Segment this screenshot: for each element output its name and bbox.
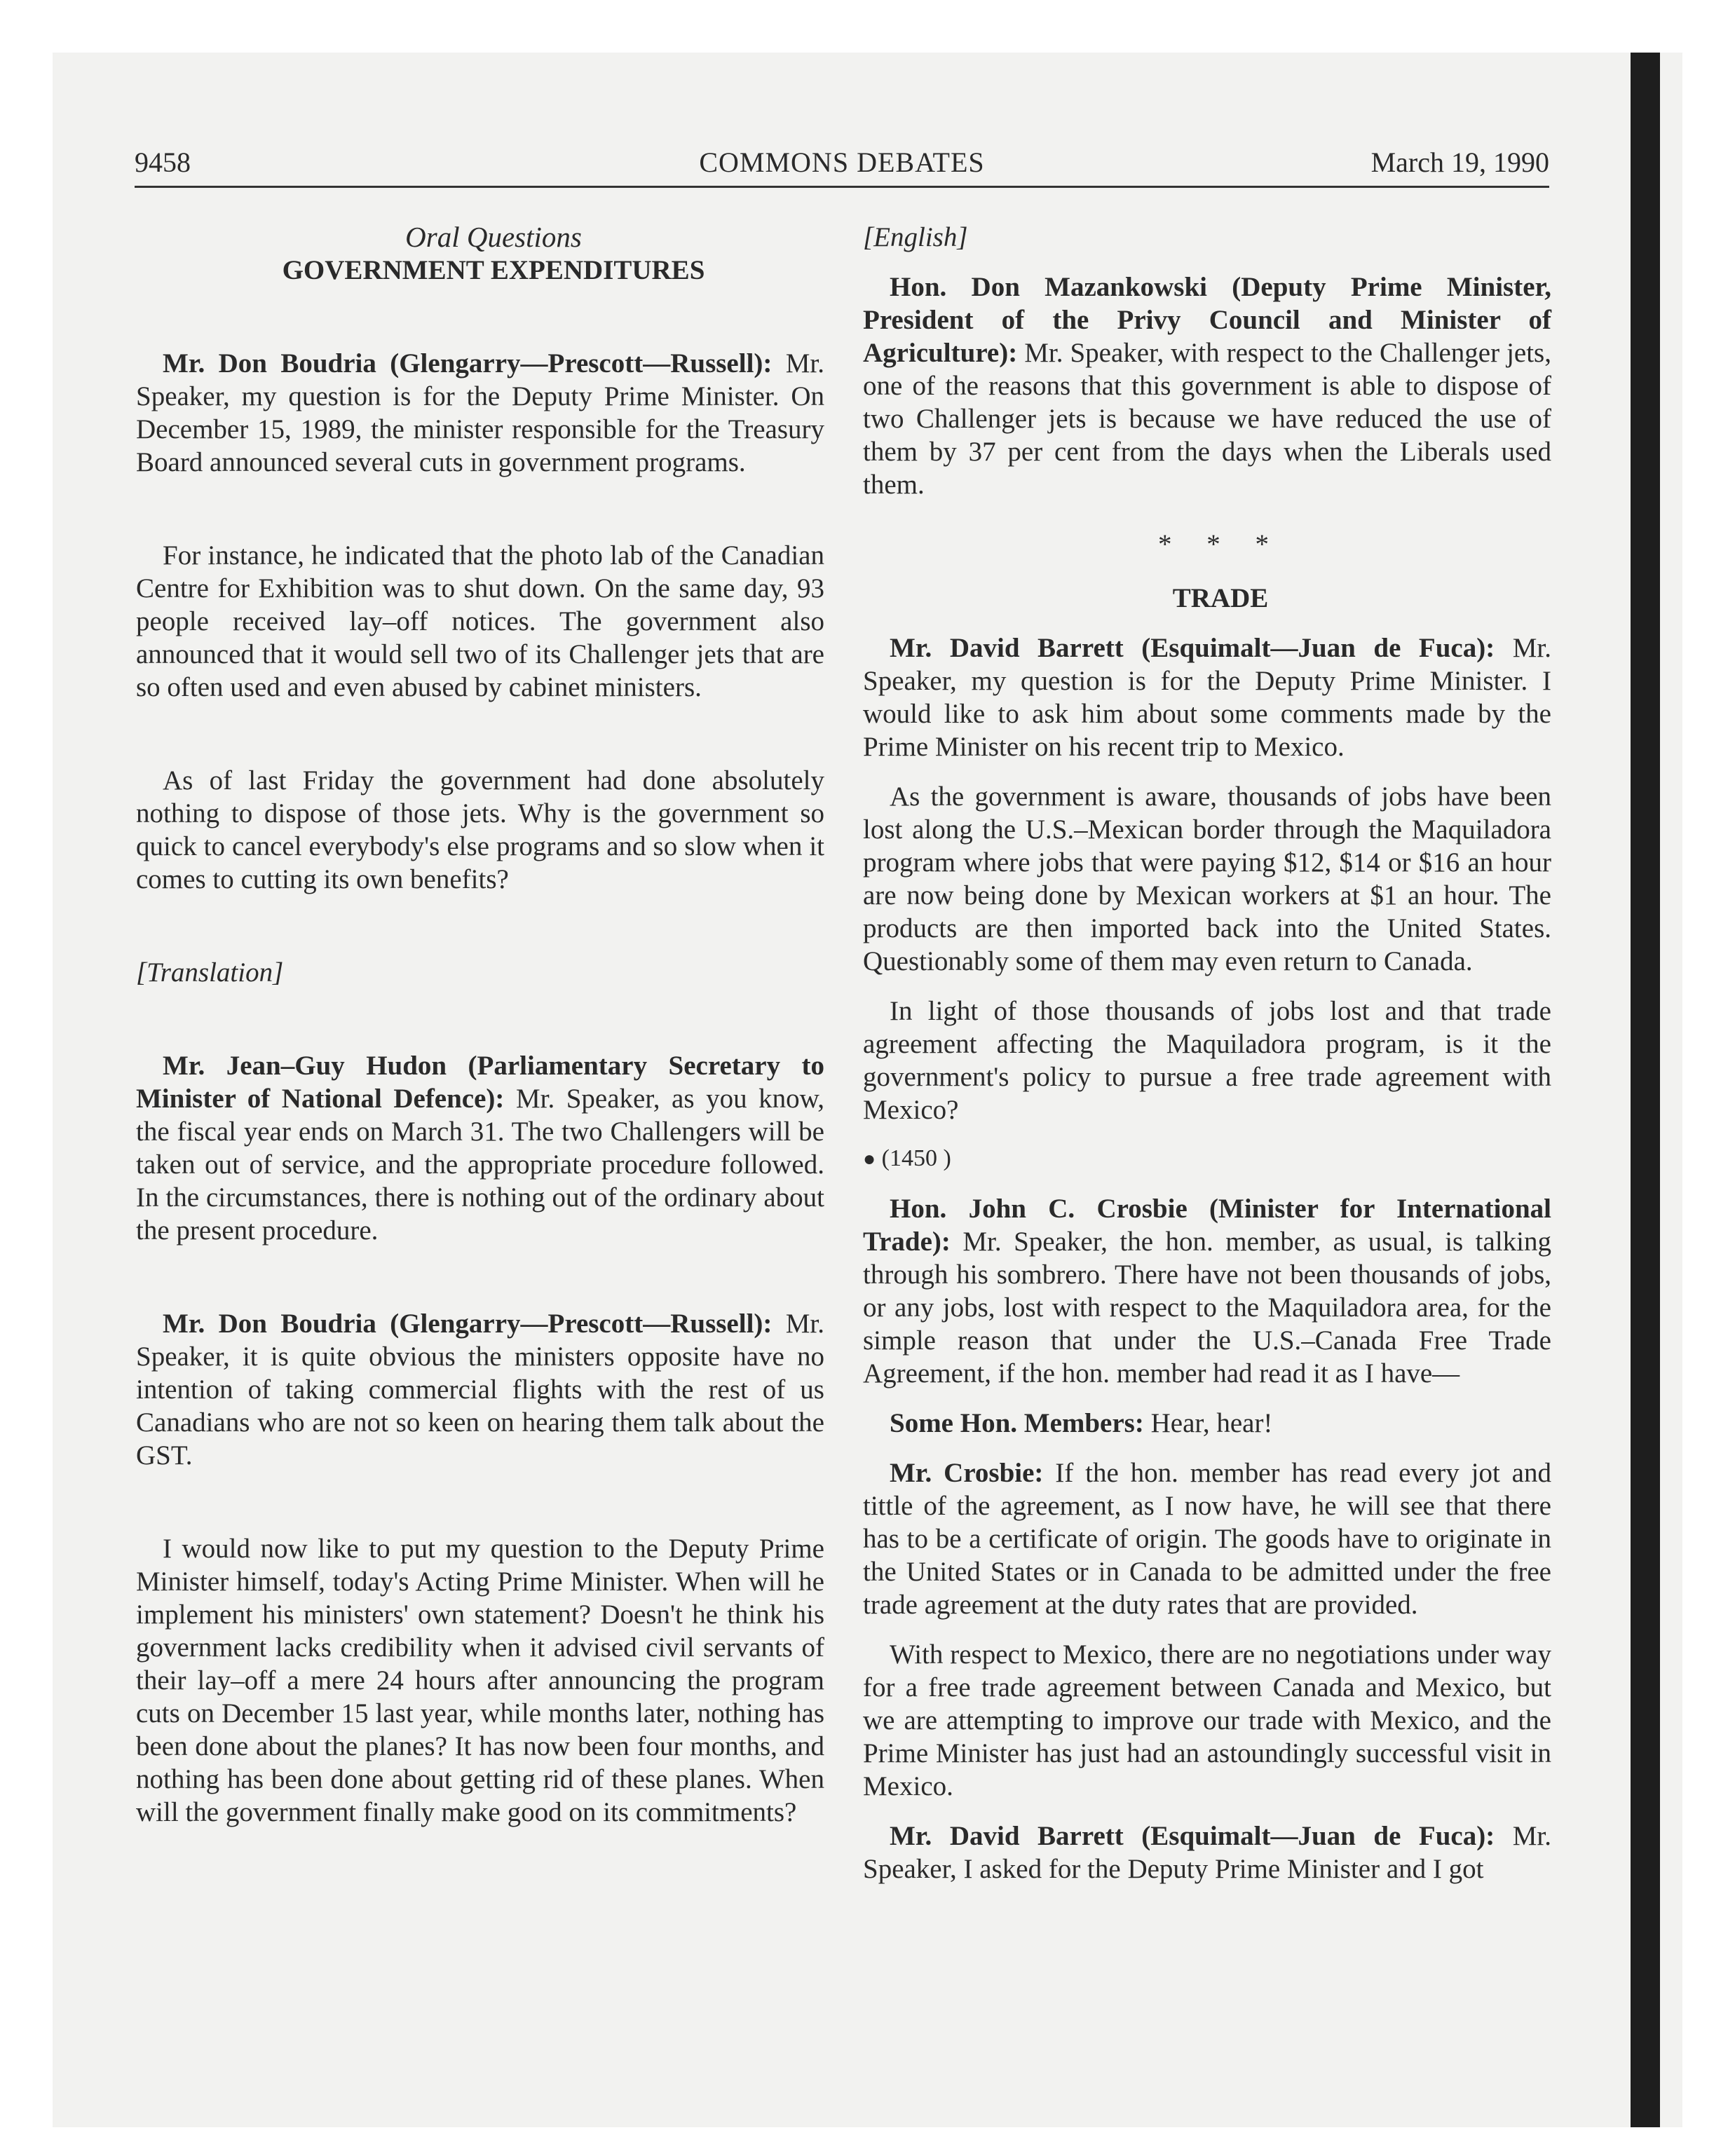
speaker-name: Mr. David Barrett (Esquimalt—Juan de Fuca): [890,1821,1495,1851]
paragraph: With respect to Mexico, there are no negotiations under way for a free trade agreement between Canada and Mexico, but we are attempting to improve our trade with Mexico, and the Prime Minister has just had an astoundingly successful visit in Mexico. [863,1639,1551,1801]
speaker-name: Mr. Crosbie: [890,1458,1044,1488]
speaker-name: Some Hon. Members: [890,1408,1144,1438]
paragraph-text: Hear, hear! [1143,1408,1273,1438]
right-column [863,221,1551,1885]
page-number: 9458 [135,146,191,178]
paragraph-text: Mr. Speaker, I asked for the Deputy Prime Minister and I got [863,1821,1551,1884]
time-marker [863,1142,1551,1175]
section-heading: GOVERNMENT EXPENDITURES [282,255,705,285]
paragraph [136,1049,824,1247]
paragraph: As of last Friday the government had done absolutely nothing to dispose of those jets. Why is the government so quick to cancel everybody's else programs and so slow when it comes to cutting its own benefits? [136,765,824,894]
speaker-name: Mr. Don Boudria (Glengarry—Prescott—Russell): [163,348,773,378]
paragraph: As the government is aware, thousands of jobs have been lost along the U.S.–Mexican border through the Maquiladora program where jobs that were paying $12, $14 or $16 an hour are now being done by Mexican workers at $1 an hour. The products are then imported back into the United States. Questionably some of them may even return to Canada. [863,782,1551,976]
section-kicker: Oral Questions [405,221,582,253]
speaker-name: Hon. Don Mazankowski (Deputy Prime Minister, President of the Privy Council and Minister of Agriculture): [863,272,1551,368]
paragraph [863,1407,1551,1440]
paragraph-text: Mr. Speaker, my question is for the Deputy Prime Minister. On December 15, 1989, the minister responsible for the Treasury Board announced several cuts in government programs. [136,348,825,477]
paragraph [863,1192,1551,1390]
section-separator: * * * [1158,529,1283,559]
speaker-name: Mr. David Barrett (Esquimalt—Juan de Fuca): [890,633,1495,663]
paragraph [863,632,1551,763]
paragraph: I would now like to put my question to the Deputy Prime Minister himself, today's Acting Prime Minister. When will he implement his ministers' own statement? Doesn't he think his government lacks credibility when it advised civil servants of their lay–off a mere 24 hours after announcing the program cuts on December 15 last year, while months later, nothing has been done about the planes? It has now been four months, and nothing has been done about getting rid of these planes. When will the government finally make good on its commitments? [136,1534,824,1827]
paragraph [136,347,824,479]
paragraph-text: If the hon. member has read every jot and tittle of the agreement, as I now have, he will see that there has to be a certificate of origin. The goods have to originate in the United States or in Canada to be admitted under the free trade agreement at the duty rates that are provided. [863,1458,1551,1620]
paragraph: In light of those thousands of jobs lost and that trade agreement affecting the Maquiladora program, is it the government's policy to pursue a free trade agreement with Mexico? [863,996,1551,1125]
publication-title: COMMONS DEBATES [699,146,985,178]
page-header [135,144,1549,188]
time-marker-text: (1450 ) [881,1145,951,1171]
section-heading: TRADE [1172,583,1269,613]
speaker-name: Mr. Don Boudria (Glengarry—Prescott—Russell): [163,1309,773,1339]
speaker-name: Mr. Jean–Guy Hudon (Parliamentary Secretary to Minister of National Defence): [136,1051,824,1114]
paragraph [136,1307,824,1472]
translation-tag: [Translation] [136,957,284,988]
paragraph: For instance, he indicated that the photo lab of the Canadian Centre for Exhibition was to shut down. On the same day, 93 people received lay–off notices. The government also announced that it would sell two of its Challenger jets that are so often used and even abused by cabinet ministers. [136,540,824,702]
publication-date: March 19, 1990 [1370,146,1549,178]
left-column [136,221,824,1829]
english-tag: [English] [863,222,968,252]
paragraph [863,271,1551,501]
paragraph-text: Mr. Speaker, my question is for the Deputy Prime Minister. I would like to ask him about some comments made by the Prime Minister on his recent trip to Mexico. [863,633,1551,762]
paragraph [863,1820,1551,1885]
paragraph-text: Mr. Speaker, it is quite obvious the ministers opposite have no intention of taking commercial flights with the rest of us Canadians who are not so keen on hearing them talk about the GST. [136,1309,825,1471]
paragraph [863,1456,1551,1621]
page-edge-shadow [1631,53,1660,2127]
paragraph-text: Mr. Speaker, the hon. member, as usual, is talking through his sombrero. There have not been thousands of jobs, or any jobs, lost with respect to the Maquiladora area, for the simple reason that under the U.S.–Canada Free Trade Agreement, if the hon. member had read it as I have— [863,1227,1551,1389]
paragraph-text: Mr. Speaker, as you know, the fiscal year ends on March 31. The two Challengers will be taken out of service, and the appropriate procedure followed. In the circumstances, there is nothing out of the ordinary about the present procedure. [136,1084,824,1246]
bullet-icon: ● [863,1147,876,1171]
paragraph-text: Mr. Speaker, with respect to the Challenger jets, one of the reasons that this government is able to dispose of two Challenger jets is because we have reduced the use of them by 37 per cent from the days when the Liberals used them. [863,338,1551,500]
speaker-name: Hon. John C. Crosbie (Minister for International Trade): [863,1194,1551,1257]
